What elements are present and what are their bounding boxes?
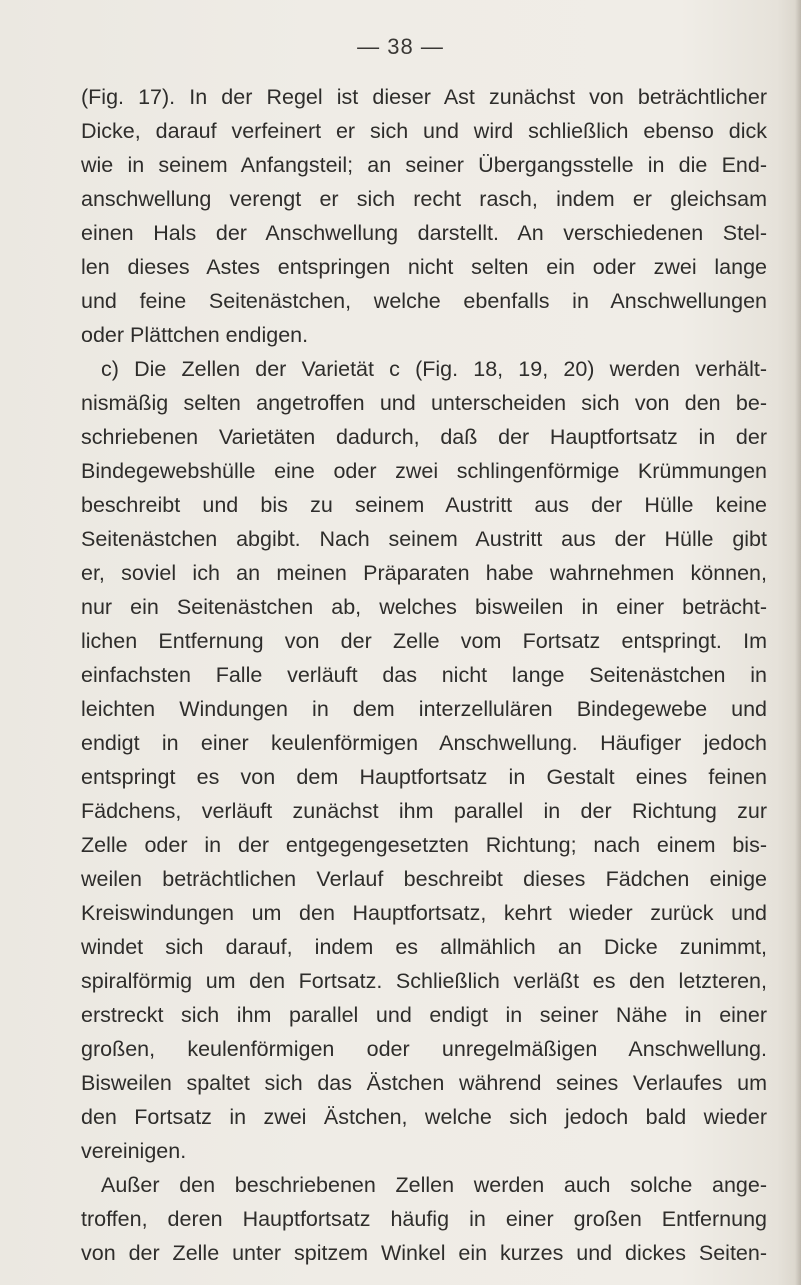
text-line: anschwellung verengt er sich recht rasch, indem er gleichsam <box>81 187 767 211</box>
text-line: weilen beträchtlichen Verlauf beschreibt dieses Fädchen einige <box>81 867 767 891</box>
text-line: len dieses Astes entspringen nicht selten ein oder zwei lange <box>81 255 767 279</box>
text-line: den Fortsatz in zwei Ästchen, welche sich jedoch bald wieder <box>81 1105 767 1129</box>
text-line: großen, keulenförmigen oder unregelmäßigen Anschwellung. <box>81 1037 767 1061</box>
text-line: von der Zelle unter spitzem Winkel ein kurzes und dickes Seiten- <box>81 1241 767 1265</box>
text-line: erstreckt sich ihm parallel und endigt in seiner Nähe in einer <box>81 1003 767 1027</box>
text-line: schriebenen Varietäten dadurch, daß der Hauptfortsatz in der <box>81 425 767 449</box>
text-line: Dicke, darauf verfeinert er sich und wird schließlich ebenso dick <box>81 119 767 143</box>
text-line: Kreiswindungen um den Hauptfortsatz, kehrt wieder zurück und <box>81 901 767 925</box>
text-line: c) Die Zellen der Varietät c (Fig. 18, 19, 20) werden verhält- <box>101 357 767 381</box>
text-line: Bindegewebshülle eine oder zwei schlingenförmige Krümmungen <box>81 459 767 483</box>
body-text <box>81 80 767 1270</box>
text-line: (Fig. 17). In der Regel ist dieser Ast zunächst von beträchtlicher <box>81 85 767 109</box>
text-line: lichen Entfernung von der Zelle vom Fortsatz entspringt. Im <box>81 629 767 653</box>
text-line: beschreibt und bis zu seinem Austritt aus der Hülle keine <box>81 493 767 517</box>
text-line: nur ein Seitenästchen ab, welches bisweilen in einer beträcht- <box>81 595 767 619</box>
text-line: wie in seinem Anfangsteil; an seiner Übergangsstelle in die End- <box>81 153 767 177</box>
text-line: endigt in einer keulenförmigen Anschwellung. Häufiger jedoch <box>81 731 767 755</box>
page-number: — 38 — <box>357 34 444 59</box>
text-line: Bisweilen spaltet sich das Ästchen während seines Verlaufes um <box>81 1071 767 1095</box>
text-line: entspringt es von dem Hauptfortsatz in Gestalt eines feinen <box>81 765 767 789</box>
text-line: einen Hals der Anschwellung darstellt. An verschiedenen Stel- <box>81 221 767 245</box>
text-line: er, soviel ich an meinen Präparaten habe wahrnehmen können, <box>81 561 767 585</box>
text-line: Seitenästchen abgibt. Nach seinem Austritt aus der Hülle gibt <box>81 527 767 551</box>
text-line: und feine Seitenästchen, welche ebenfalls in Anschwellungen <box>81 289 767 313</box>
text-line: Zelle oder in der entgegengesetzten Richtung; nach einem bis- <box>81 833 767 857</box>
text-line: vereinigen. <box>81 1139 187 1163</box>
text-line: Außer den beschriebenen Zellen werden auch solche ange- <box>101 1173 767 1197</box>
text-line: einfachsten Falle verläuft das nicht lange Seitenästchen in <box>81 663 767 687</box>
text-line: windet sich darauf, indem es allmählich an Dicke zunimmt, <box>81 935 767 959</box>
page-edge-shadow <box>795 0 801 1285</box>
text-line: nismäßig selten angetroffen und unterscheiden sich von den be- <box>81 391 767 415</box>
text-line: troffen, deren Hauptfortsatz häufig in einer großen Entfernung <box>81 1207 767 1231</box>
text-line: oder Plättchen endigen. <box>81 323 309 347</box>
text-line: Fädchens, verläuft zunächst ihm parallel in der Richtung zur <box>81 799 767 823</box>
text-line: spiralförmig um den Fortsatz. Schließlich verläßt es den letzteren, <box>81 969 767 993</box>
text-line: leichten Windungen in dem interzellulären Bindegewebe und <box>81 697 767 721</box>
